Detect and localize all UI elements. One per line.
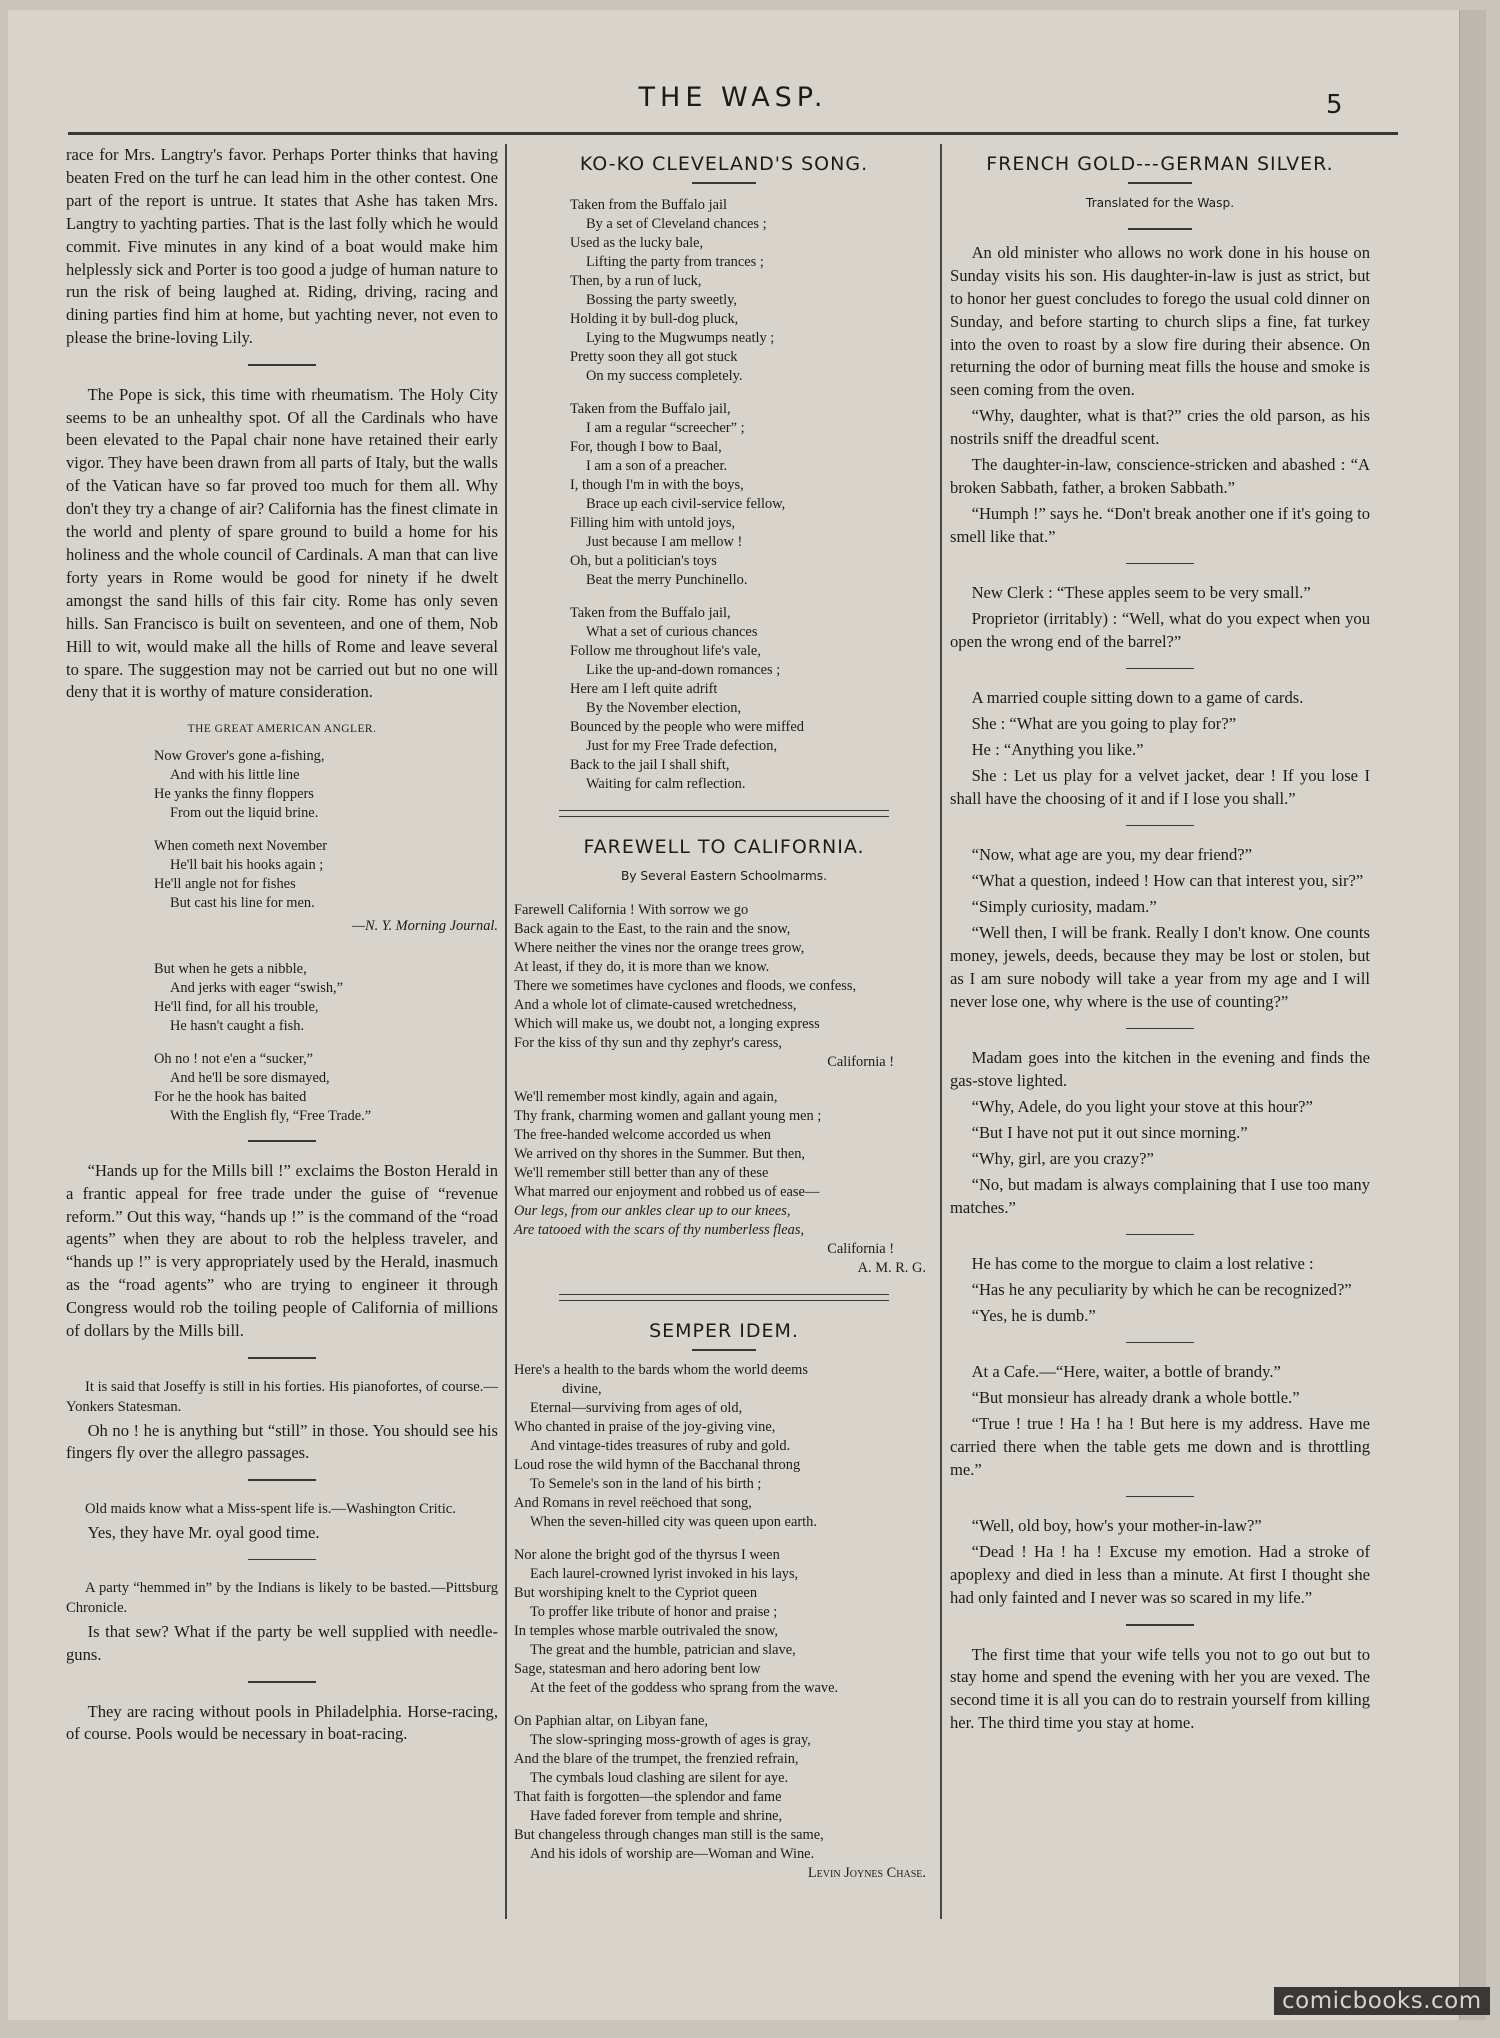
poem-line: Taken from the Buffalo jail — [570, 196, 727, 213]
separator — [692, 182, 756, 184]
separator — [1128, 182, 1192, 184]
article-paragraph: “Why, girl, are you crazy?” — [971, 1148, 1154, 1168]
separator — [248, 1559, 316, 1561]
article-paragraph: She : Let us play for a velvet jacket, dear ! If you lose I shall have the choosing of it and if I lose you shall.” — [950, 766, 1370, 809]
article-paragraph: “No, but madam is always complaining that I use too many matches.” — [950, 1174, 1370, 1217]
poem-line: Which will make us, we doubt not, a longing express — [514, 1016, 820, 1033]
article-title: SEMPER IDEM. — [649, 1320, 799, 1343]
poem-signature: Levin Joynes Chase. — [807, 1864, 926, 1881]
poem-line: But changeless through changes man still is the same, — [514, 1826, 824, 1843]
article-paragraph: “Now, what age are you, my dear friend?” — [971, 845, 1253, 865]
article-paragraph: Oh no ! he is anything but “still” in those. You should see his fingers fly over the allegro passages. — [66, 1420, 498, 1463]
article-paragraph: Madam goes into the kitchen in the evening and finds the gas-stove lighted. — [950, 1048, 1370, 1091]
separator — [1126, 563, 1194, 565]
article-paragraph: “True ! true ! Ha ! ha ! But here is my address. Have me carried there when the table gets me down and is throttling me.” — [950, 1414, 1370, 1479]
poem-line: Back again to the East, to the rain and the snow, — [514, 921, 791, 938]
poem-line: Loud rose the wild hymn of the Bacchanal throng — [514, 1456, 801, 1473]
poem-line: At the feet of the goddess who sprang from the wave. — [530, 1679, 839, 1696]
poem-line: The slow-springing moss-growth of ages is gray, — [530, 1731, 811, 1748]
poem-line: But when he gets a nibble, — [154, 961, 307, 978]
separator — [1128, 228, 1192, 230]
poem-stanza — [514, 901, 934, 1072]
separator — [248, 1140, 316, 1142]
poem-line: Follow me throughout life's vale, — [570, 642, 761, 659]
watermark-logo: comicbooks.com — [1274, 1987, 1490, 2015]
article-paragraph: “Humph !” says he. “Don't break another one if it's going to smell like that.” — [950, 503, 1370, 546]
article-paragraph: “Hands up for the Mills bill !” exclaims the Boston Herald in a frantic appeal for free trade under the guise of “revenue reform.” Out this way, “hands up !” is the command of the “road agents” when they are about to rob the helpless traveler, and “hands up !” is very appropriately used by the Herald, inasmuch as the “road agents” who are trying to engineer it through Congress would rob the toiling people of California of millions of dollars by the Mills bill. — [66, 1160, 498, 1341]
poem-line: Just because I am mellow ! — [586, 533, 743, 550]
article-byline: By Several Eastern Schoolmarms. — [620, 868, 827, 883]
article-paragraph: “Well then, I will be frank. Really I don't know. One counts money, jewels, deeds, because they may be lost or stolen, but as I am sure nobody will take a year from my age and I will never lose one, why where is the use of counting?” — [950, 923, 1370, 1011]
poem-line: By the November election, — [586, 699, 742, 716]
separator — [1126, 668, 1194, 670]
poem-line: Oh no ! not e'en a “sucker,” — [154, 1051, 314, 1068]
poem-line: The free-handed welcome accorded us when — [514, 1127, 771, 1144]
separator — [1126, 1342, 1194, 1344]
article-paragraph: The Pope is sick, this time with rheumatism. The Holy City seems to be an unhealthy spot. Of all the Cardinals who have been elevated to the Papal chair none have retained their early vigor. They have been drawn from all parts of Italy, but the walls of the Vatican have so far proved too much for them all. Why don't they try a change of air? California has the finest climate in the world and plenty of spare ground to build a home for his holiness and the whole council of Cardinals. A man that can live forty years in Rome would be good for ninety if he dwelt amongst the sand hills of this fair city. Rome has only seven hills. San Francisco is built on seventeen, and one of them, Nob Hill to wit, would make all the hills of Rome and leave several to spare. The suggestion may not be carried out but no one will deny that it is worthy of mature consideration. — [66, 384, 498, 702]
poem-line: From out the liquid brine. — [170, 805, 319, 822]
poem-line: I am a regular “screecher” ; — [586, 419, 745, 436]
poem-line: Lifting the party from trances ; — [586, 253, 764, 270]
quoted-item: It is said that Joseffy is still in his forties. His pianofortes, of course.—Yonkers Statesman. — [66, 1378, 498, 1415]
quoted-item: A party “hemmed in” by the Indians is likely to be basted.—Pittsburg Chronicle. — [66, 1580, 498, 1617]
article-paragraph: They are racing without pools in Philadelphia. Horse-racing, of course. Pools would be necessary in boat-racing. — [66, 1701, 498, 1744]
header-rule — [68, 132, 1398, 135]
poem-line: Lying to the Mugwumps neatly ; — [586, 329, 775, 346]
article-byline: Translated for the Wasp. — [1085, 195, 1235, 210]
poem-line: Here am I left quite adrift — [570, 680, 718, 697]
poem-line: Nor alone the bright god of the thyrsus I ween — [514, 1546, 780, 1563]
poem-line: In temples whose marble outrivaled the snow, — [514, 1622, 779, 1639]
poem-stanza — [66, 837, 498, 913]
poem-line: And the blare of the trumpet, the frenzied refrain, — [514, 1750, 799, 1767]
poem-line: Holding it by bull-dog pluck, — [570, 310, 739, 327]
poem-line: He'll angle not for fishes — [154, 876, 296, 893]
running-head: THE WASP. — [638, 82, 828, 113]
poem-line: The cymbals loud clashing are silent for aye. — [530, 1769, 789, 1786]
poem-line: For, though I bow to Baal, — [570, 438, 722, 455]
poem-stanza — [514, 604, 934, 794]
poem-line: To proffer like tribute of honor and praise ; — [530, 1603, 778, 1620]
poem-line: What marred our enjoyment and robbed us of ease— — [514, 1184, 820, 1201]
poem-line: divine, — [562, 1380, 602, 1397]
separator — [248, 364, 316, 366]
newspaper-page — [8, 10, 1486, 2020]
poem-stanza — [514, 1088, 934, 1278]
poem-stanza — [514, 1546, 934, 1698]
poem-refrain: California ! — [827, 1054, 894, 1071]
column-3 — [950, 144, 1370, 1749]
poem-line: And jerks with eager “swish,” — [170, 980, 344, 997]
poem-stanza — [514, 1712, 934, 1883]
poem-line: We arrived on thy shores in the Summer. But then, — [514, 1146, 806, 1163]
article-paragraph: The daughter-in-law, conscience-stricken and abashed : “A broken Sabbath, father, a broken Sabbath.” — [950, 455, 1370, 497]
double-separator — [559, 1294, 889, 1301]
poem-line: But cast his line for men. — [170, 895, 315, 912]
article-title: FRENCH GOLD---GERMAN SILVER. — [986, 153, 1334, 175]
article-paragraph: A married couple sitting down to a game of cards. — [971, 688, 1304, 708]
article-title: KO-KO CLEVELAND'S SONG. — [579, 153, 869, 175]
poem-line: On Paphian altar, on Libyan fane, — [514, 1712, 709, 1729]
poem-line: Waiting for calm reflection. — [586, 775, 746, 792]
poem-line: By a set of Cleveland chances ; — [586, 215, 767, 232]
article-paragraph: He : “Anything you like.” — [971, 740, 1144, 760]
poem-line: Each laurel-crowned lyrist invoked in his lays, — [530, 1565, 799, 1582]
quoted-item: Old maids know what a Miss-spent life is.—Washington Critic. — [84, 1500, 456, 1517]
poem-line: When the seven-hilled city was queen upon earth. — [530, 1513, 817, 1530]
poem-line: Just for my Free Trade defection, — [586, 737, 778, 754]
separator — [692, 1349, 756, 1351]
article-paragraph: Is that sew? What if the party be well supplied with needle-guns. — [66, 1622, 498, 1665]
page-edge — [1459, 10, 1486, 2020]
poem-line: Brace up each civil-service fellow, — [586, 495, 786, 512]
column-2 — [514, 144, 934, 1885]
poem-line: There we sometimes have cyclones and floods, we confess, — [514, 978, 857, 995]
poem-line: On my success completely. — [586, 367, 743, 384]
poem-line: Are tatooed with the scars of thy numberless fleas, — [514, 1222, 805, 1239]
poem-line: He hasn't caught a fish. — [170, 1018, 305, 1035]
poem-line: Oh, but a politician's toys — [570, 552, 717, 569]
poem-stanza — [514, 196, 934, 386]
article-paragraph: “Dead ! Ha ! ha ! Excuse my emotion. Had a stroke of apoplexy and died in less than a minute. At first I thought she had only fainted and I never was so scared in my life.” — [950, 1542, 1370, 1608]
poem-line: What a set of curious chances — [586, 623, 758, 640]
column-rule-1 — [505, 144, 507, 1919]
poem-line: Used as the lucky bale, — [570, 234, 704, 251]
poem-line: Filling him with untold joys, — [570, 514, 736, 531]
article-paragraph: “But monsieur has already drank a whole bottle.” — [971, 1388, 1300, 1408]
article-paragraph: “Well, old boy, how's your mother-in-law?” — [971, 1516, 1262, 1536]
separator — [248, 1357, 316, 1359]
separator — [248, 1681, 316, 1683]
column-rule-2 — [940, 144, 942, 1919]
poem-line: Beat the merry Punchinello. — [586, 571, 748, 588]
poem-line: Thy frank, charming women and gallant young men ; — [514, 1108, 822, 1125]
article-paragraph: “Why, Adele, do you light your stove at this hour?” — [971, 1097, 1313, 1117]
poem-line: Bounced by the people who were miffed — [570, 718, 804, 735]
article-paragraph: He has come to the morgue to claim a lost relative : — [971, 1254, 1314, 1274]
poem-refrain: California ! — [827, 1241, 894, 1258]
poem-line: He yanks the finny floppers — [154, 786, 314, 803]
poem-line: That faith is forgotten—the splendor and fame — [514, 1788, 782, 1805]
poem-line: Our legs, from our ankles clear up to our knees, — [514, 1203, 791, 1220]
separator — [1126, 1624, 1194, 1626]
poem-line: When cometh next November — [154, 838, 328, 855]
poem-stanza — [66, 1050, 498, 1126]
article-title: FAREWELL TO CALIFORNIA. — [583, 835, 865, 858]
article-paragraph: “But I have not put it out since morning.” — [971, 1123, 1248, 1142]
poem-line: With the English fly, “Free Trade.” — [170, 1108, 372, 1125]
poem-line: Now Grover's gone a-fishing, — [154, 748, 325, 765]
separator — [248, 1479, 316, 1481]
poem-stanza — [66, 960, 498, 1036]
page-number: 5 — [1326, 90, 1343, 120]
separator — [1126, 825, 1194, 827]
separator — [1126, 1496, 1194, 1498]
poem-line: Here's a health to the bards whom the world deems — [514, 1361, 808, 1378]
poem-line: At least, if they do, it is more than we know. — [514, 959, 770, 976]
poem-line: For he the hook has baited — [154, 1089, 307, 1106]
poem-line: But worshiping knelt to the Cypriot queen — [514, 1584, 758, 1601]
poem-line: And Romans in revel reëchoed that song, — [514, 1494, 752, 1511]
poem-line: He'll bait his hooks again ; — [170, 857, 324, 874]
article-paragraph: “Simply curiosity, madam.” — [971, 897, 1157, 917]
separator — [1126, 1234, 1194, 1236]
article-paragraph: She : “What are you going to play for?” — [971, 714, 1237, 734]
poem-line: Where neither the vines nor the orange trees grow, — [514, 940, 805, 957]
poem-line: To Semele's son in the land of his birth ; — [530, 1475, 762, 1492]
poem-line: And vintage-tides treasures of ruby and gold. — [530, 1437, 791, 1454]
poem-line: Bossing the party sweetly, — [586, 291, 737, 308]
poem-line: Have faded forever from temple and shrine, — [530, 1807, 783, 1824]
separator — [1126, 1028, 1194, 1030]
poem-stanza — [514, 1361, 934, 1532]
poem-line: And a whole lot of climate-caused wretchedness, — [514, 997, 797, 1014]
column-1 — [66, 144, 498, 1760]
poem-line: He'll find, for all his trouble, — [154, 999, 319, 1016]
poem-line: Then, by a run of luck, — [570, 272, 702, 289]
poem-stanza — [514, 400, 934, 590]
poem-line: And he'll be sore dismayed, — [170, 1070, 330, 1087]
article-paragraph: Proprietor (irritably) : “Well, what do you expect when you open the wrong end of the barrel?” — [950, 609, 1370, 651]
poem-line: I, though I'm in with the boys, — [570, 476, 744, 493]
article-paragraph: At a Cafe.—“Here, waiter, a bottle of brandy.” — [971, 1362, 1281, 1382]
poem-title: THE GREAT AMERICAN ANGLER. — [187, 723, 377, 736]
poem-line: Like the up-and-down romances ; — [586, 661, 781, 678]
poem-source: —N. Y. Morning Journal. — [352, 918, 498, 935]
article-paragraph: “Has he any peculiarity by which he can be recognized?” — [971, 1280, 1352, 1300]
article-paragraph: New Clerk : “These apples seem to be very small.” — [971, 583, 1311, 603]
poem-line: Pretty soon they all got stuck — [570, 348, 738, 365]
poem-stanza — [66, 747, 498, 823]
poem-line: Back to the jail I shall shift, — [570, 756, 730, 773]
poem-line: Sage, statesman and hero adoring bent low — [514, 1660, 761, 1677]
article-paragraph: race for Mrs. Langtry's favor. Perhaps Porter thinks that having beaten Fred on the turf he can lead him in the other contest. One part of the report is untrue. It states that Ashe has taken Mrs. Langtry to yachting parties. That is the last folly which he would commit. Five minutes in any kind of a boat would make him helplessly sick and Porter is too good a judge of human nature to run the risk of being laughed at. Riding, driving, racing and dining parties find him at home, but yachting never, not even to please the brine-loving Lily. — [66, 145, 498, 348]
poem-line: Who chanted in praise of the joy-giving vine, — [514, 1418, 776, 1435]
poem-line: And with his little line — [170, 767, 300, 784]
poem-line: The great and the humble, patrician and slave, — [530, 1641, 796, 1658]
poem-line: For the kiss of thy sun and thy zephyr's caress, — [514, 1035, 782, 1052]
poem-line: Farewell California ! With sorrow we go — [514, 902, 749, 919]
article-paragraph: An old minister who allows no work done in his house on Sunday visits his son. His daughter-in-law is just as strict, but to honor her guest concludes to forego the usual cold dinner on Sunday, and before starting to church slips a fine, fat turkey into the oven to roast by a slow fire during their absence. On returning the odor of burning meat fills the house and smoke is seen coming from the oven. — [950, 242, 1370, 400]
article-paragraph: Yes, they have Mr. oyal good time. — [87, 1522, 320, 1542]
article-paragraph: “Yes, he is dumb.” — [971, 1305, 1096, 1325]
double-separator — [559, 810, 889, 817]
poem-line: Eternal—surviving from ages of old, — [530, 1399, 743, 1416]
poem-line: Taken from the Buffalo jail, — [570, 400, 731, 417]
article-paragraph: The first time that your wife tells you not to go out but to stay home and spend the evening with her you are vexed. The second time it is all you can do to restrain yourself from killing her. The third time you stay at home. — [950, 1644, 1370, 1733]
article-paragraph: “What a question, indeed ! How can that interest you, sir?” — [971, 871, 1364, 891]
poem-signature: A. M. R. G. — [857, 1260, 926, 1277]
article-paragraph: “Why, daughter, what is that?” cries the old parson, as his nostrils sniff the dreadful scent. — [950, 406, 1370, 449]
poem-line: And his idols of worship are—Woman and Wine. — [530, 1845, 815, 1862]
poem-line: We'll remember still better than any of these — [514, 1165, 769, 1182]
poem-line: I am a son of a preacher. — [586, 457, 728, 474]
poem-line: Taken from the Buffalo jail, — [570, 604, 731, 621]
poem-line: We'll remember most kindly, again and again, — [514, 1089, 778, 1106]
